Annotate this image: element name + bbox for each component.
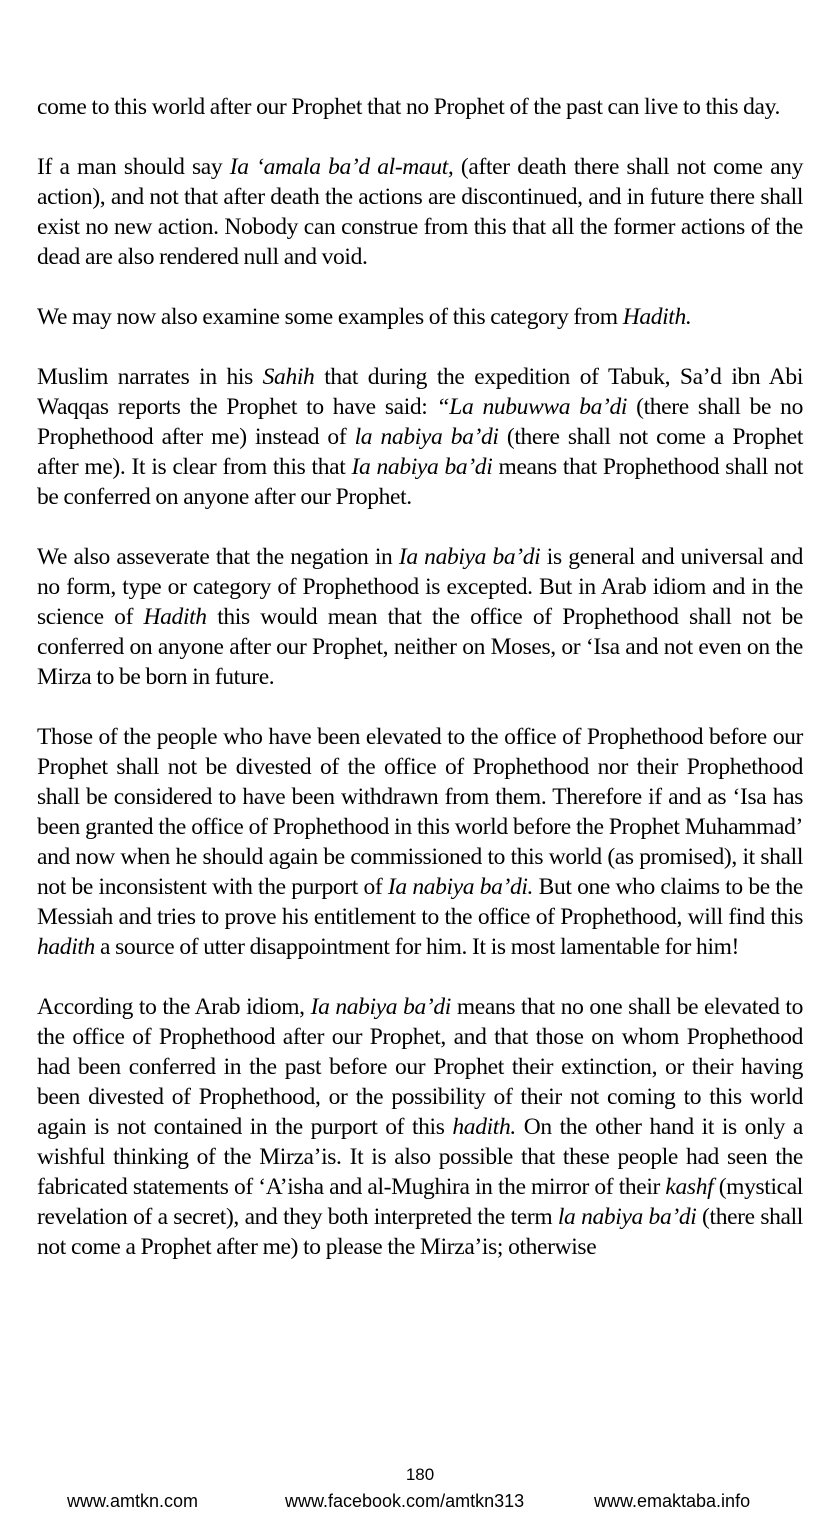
- paragraph-5-run-4: Hadith: [143, 604, 207, 630]
- paragraph-6-run-2: Ia nabiya ba’di.: [387, 874, 534, 900]
- paragraph-5-run-3: is general and universal and no form, type or category of Prophethood is excepted. But in Arab idiom and in the science of: [37, 544, 803, 630]
- paragraph-7-run-4: hadith.: [452, 1114, 516, 1140]
- paragraph-7-run-9: (there shall not come a Prophet after me) to please the Mirza’is; otherwise: [37, 1204, 803, 1260]
- footer-link-amtkn[interactable]: www.amtkn.com: [67, 1491, 199, 1511]
- page-body: [37, 92, 803, 1292]
- paragraph-6: [37, 722, 803, 962]
- paragraph-2-run-2: Ia ‘amala ba’d al-maut,: [229, 154, 454, 180]
- paragraph-6-run-1: Those of the people who have been elevated to the office of Prophethood before our Prophet shall not be divested of the office of Prophethood nor their Prophethood shall be considered to have been withdrawn from them. Therefore if and as ‘Isa has been granted the office of Prophethood in this world before the Prophet Muhammad’ and now when he should again be commissioned to this world (as promised), it shall not be inconsistent with the purport of: [37, 724, 803, 900]
- paragraph-7-run-6: kashf: [665, 1174, 714, 1200]
- paragraph-4-run-6: la nabiya ba’di: [354, 424, 499, 450]
- paragraph-2: [37, 152, 803, 272]
- paragraph-7-run-3: means that no one shall be elevated to the office of Prophethood after our Prophet, and that those on whom Prophethood had been conferred in the past before our Prophet their extinction, or their having been divested of Prophethood, or the possibility of their not coming to this world again is not contained in the purport of this: [37, 994, 803, 1140]
- paragraph-6-run-3: But one who claims to be the Messiah and tries to prove his entitlement to the office of Prophethood, will find this: [37, 874, 803, 930]
- paragraph-5: [37, 542, 803, 692]
- paragraph-7-run-8: la nabiya ba’di: [557, 1204, 697, 1230]
- paragraph-4-run-1: Muslim narrates in his: [37, 364, 263, 390]
- paragraph-4-run-5: (there shall be no Prophethood after me) instead of: [37, 394, 803, 450]
- paragraph-7-run-7: (mystical revelation of a secret), and they both interpreted the term: [37, 1174, 803, 1230]
- paragraph-6-run-4: hadith: [37, 934, 95, 960]
- paragraph-4-run-4: “La nubuwwa ba’di: [436, 394, 628, 420]
- paragraph-4-run-8: Ia nabiya ba’di: [351, 454, 493, 480]
- paragraph-7: [37, 992, 803, 1262]
- paragraph-6-run-5: a source of utter disappointment for him. It is most lamentable for him!: [94, 934, 740, 960]
- paragraph-4-run-2: Sahih: [262, 364, 315, 390]
- paragraph-7-run-1: According to the Arab idiom,: [37, 994, 311, 1020]
- paragraph-3-run-2: Hadith.: [622, 304, 692, 330]
- paragraph-4-run-7: (there shall not come a Prophet after me). It is clear from this that: [37, 424, 804, 480]
- paragraph-5-run-5: this would mean that the office of Prophethood shall not be conferred on anyone after our Prophet, neither on Moses, or ‘Isa and not even on the Mirza to be born in future.: [37, 604, 803, 690]
- paragraph-4-run-3: that during the expedition of Tabuk, Sa’d ibn Abi Waqqas reports the Prophet to have said:: [37, 364, 803, 420]
- paragraph-1: [37, 92, 803, 122]
- paragraph-4: [37, 362, 803, 512]
- paragraph-3: [37, 302, 803, 332]
- paragraph-7-run-2: Ia nabiya ba’di: [310, 994, 451, 1020]
- paragraph-5-run-2: Ia nabiya ba’di: [398, 544, 541, 570]
- paragraph-4-run-9: means that Prophethood shall not be conferred on anyone after our Prophet.: [37, 454, 804, 510]
- paragraph-2-run-1: If a man should say: [37, 154, 230, 180]
- paragraph-2-run-3: (after death there shall not come any action), and not that after death the actions are discontinued, and in future there shall exist no new action. Nobody can construe from this that all the former actions of the dead are also rendered null and void.: [37, 154, 803, 270]
- footer-link-facebook[interactable]: www.facebook.com/amtkn313: [285, 1491, 525, 1511]
- page-number: 180: [405, 1465, 435, 1484]
- paragraph-7-run-5: On the other hand it is only a wishful thinking of the Mirza’is. It is also possible that these people had seen the fabricated statements of ‘A’isha and al-Mughira in the mirror of their: [37, 1114, 803, 1200]
- paragraph-1-run-1: come to this world after our Prophet that no Prophet of the past can live to this day.: [37, 94, 781, 120]
- paragraph-5-run-1: We also asseverate that the negation in: [37, 544, 399, 570]
- paragraph-3-run-1: We may now also examine some examples of this category from: [37, 304, 623, 330]
- footer-link-emaktaba[interactable]: www.emaktaba.info: [594, 1491, 751, 1511]
